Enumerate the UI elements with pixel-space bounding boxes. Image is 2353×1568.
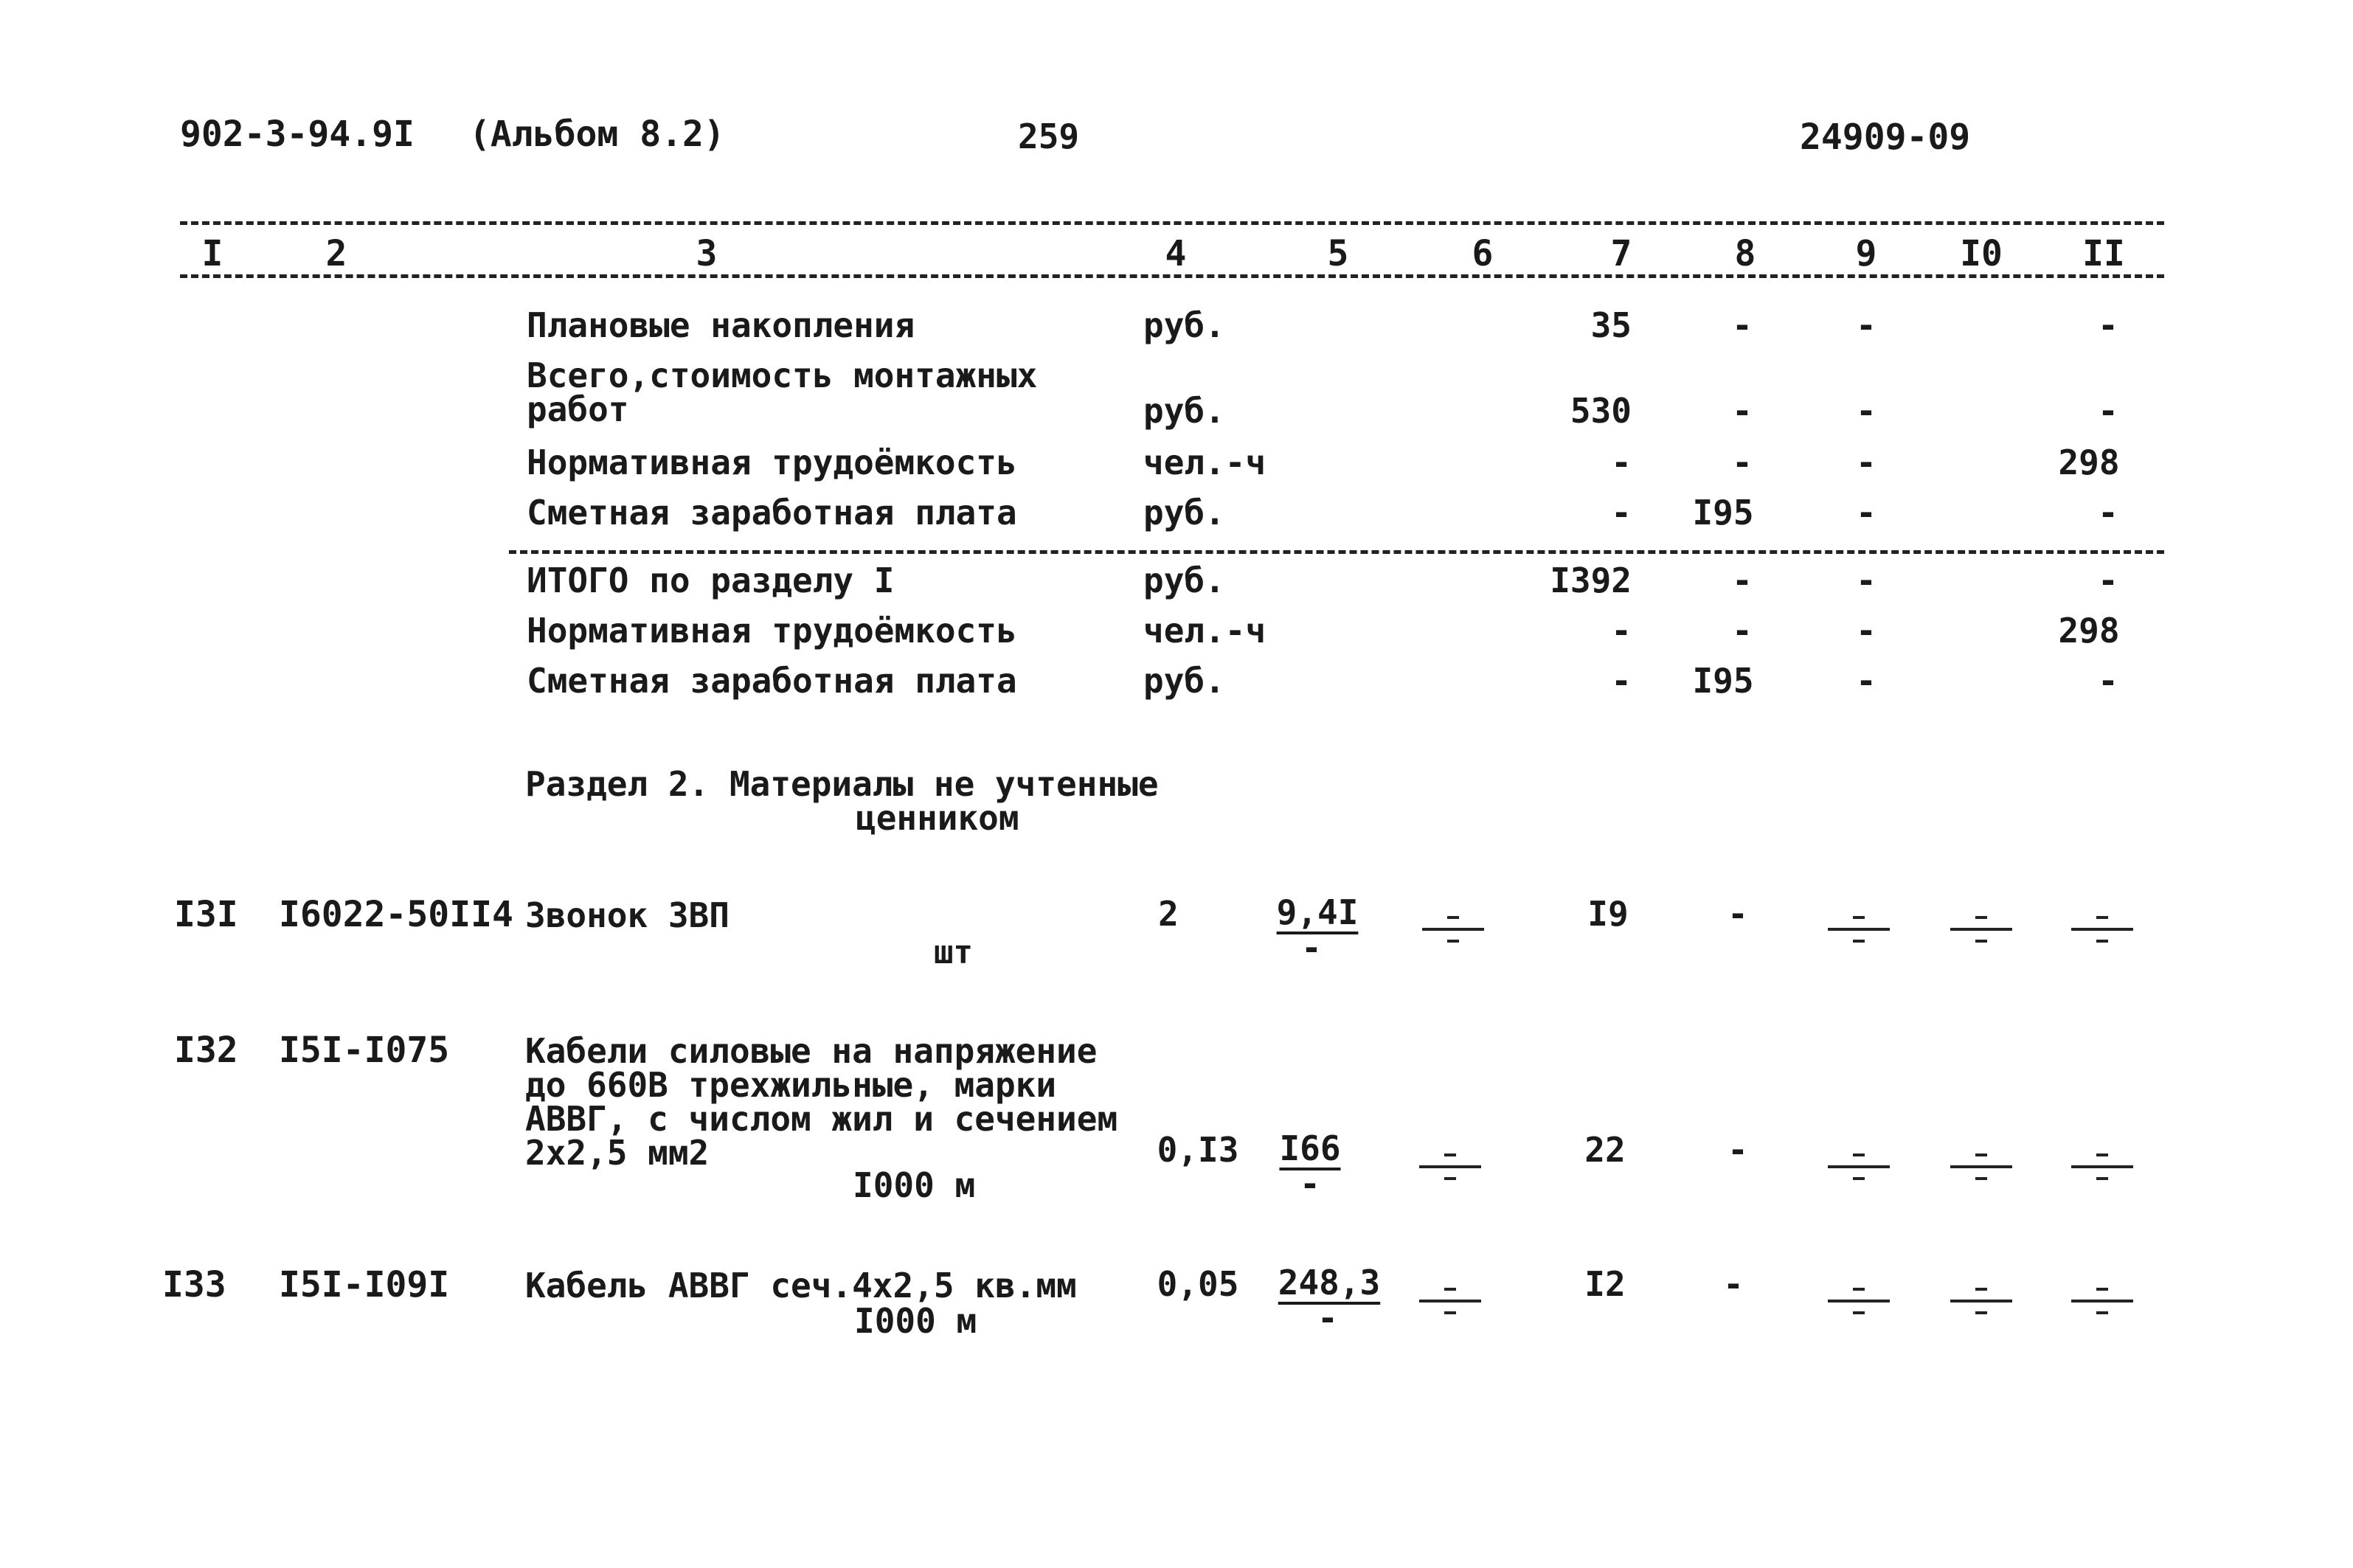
summary-name: Всего,стоимость монтажных работ (527, 355, 1038, 429)
summary-unit: руб. (1143, 493, 1225, 533)
total-col9: - (1856, 661, 1876, 701)
sheet-code: 24909-09 (1800, 117, 1971, 158)
column-header-4: 4 (1165, 233, 1187, 274)
fraction-dash-mark (1950, 1143, 2012, 1189)
summary-name: Плановые накопления (527, 305, 915, 345)
column-header-1: I (201, 233, 223, 274)
totals-divider (509, 550, 2164, 554)
total-col7: - (1611, 611, 1632, 651)
column-header-7: 7 (1610, 233, 1632, 274)
total-col7: I392 (1550, 561, 1632, 600)
column-header-2: 2 (325, 233, 347, 274)
item-unit-price: 9,4I (1276, 892, 1359, 932)
total-name: Сметная заработная плата (527, 661, 1017, 701)
total-col11: - (2098, 661, 2118, 701)
total-col11: 298 (2058, 611, 2120, 651)
item-col7: 22 (1584, 1130, 1626, 1170)
summary-col8: - (1732, 305, 1753, 345)
column-header-10: I0 (1960, 233, 2003, 274)
document-code: 902-3-94.9I (180, 114, 415, 155)
summary-name: Сметная заработная плата (527, 493, 1017, 533)
item-unit: шт (934, 934, 973, 971)
item-number: I32 (174, 1030, 238, 1071)
total-col8: - (1732, 611, 1753, 651)
section-2-title: Раздел 2. Материалы не учтенные (525, 764, 1159, 804)
column-header-3: 3 (696, 233, 718, 274)
summary-unit: чел.-ч (1143, 443, 1266, 482)
item-name-line: 2х2,5 мм2 (525, 1133, 710, 1173)
item-unit: I000 м (854, 1301, 977, 1341)
summary-col8: I95 (1692, 493, 1754, 533)
summary-unit: руб. (1143, 305, 1225, 345)
item-name: Кабель АВВГ сеч.4х2,5 кв.мм (525, 1266, 1077, 1305)
item-quantity: 2 (1158, 894, 1179, 934)
summary-col7: 35 (1590, 305, 1632, 345)
summary-col9: - (1856, 391, 1876, 431)
item-code: I5I-I075 (279, 1030, 450, 1071)
fraction-dash-mark (2071, 1143, 2133, 1189)
column-header-9: 9 (1855, 233, 1877, 274)
fraction-dash-mark (1419, 1143, 1481, 1189)
fraction-dash-mark (1828, 1143, 1890, 1189)
column-header-11: II (2082, 233, 2125, 274)
album-label: (Альбом 8.2) (469, 114, 725, 155)
item-price-sub: - (1300, 1164, 1320, 1204)
summary-col9: - (1856, 493, 1876, 533)
item-code: I5I-I09I (279, 1264, 450, 1305)
summary-col11: - (2098, 305, 2118, 345)
total-col8: I95 (1692, 661, 1754, 701)
section-2-title-cont: ценником (856, 798, 1019, 838)
column-header-6: 6 (1472, 233, 1494, 274)
item-code: I6022-50II4 (279, 894, 513, 935)
fraction-dash-mark (2071, 906, 2133, 951)
item-name-line: Кабели силовые на напряжение (525, 1031, 1098, 1071)
item-number: I33 (162, 1264, 226, 1305)
total-col7: - (1611, 661, 1632, 701)
total-col9: - (1856, 561, 1876, 600)
item-quantity: 0,I3 (1157, 1130, 1239, 1170)
total-col9: - (1856, 611, 1876, 651)
page-number: 259 (1018, 117, 1080, 156)
column-header-8: 8 (1734, 233, 1756, 274)
summary-col8: - (1732, 443, 1753, 482)
item-col7: I9 (1587, 894, 1629, 934)
column-header-5: 5 (1327, 233, 1349, 274)
item-price-sub: - (1301, 928, 1322, 968)
fraction-dash-mark (1950, 906, 2012, 951)
summary-col7: - (1611, 493, 1632, 533)
fraction-dash-mark (1828, 906, 1890, 951)
summary-col11: 298 (2058, 443, 2120, 482)
item-name: Звонок ЗВП (525, 895, 730, 935)
fraction-dash-mark (1828, 1277, 1890, 1323)
summary-col9: - (1856, 305, 1876, 345)
total-col11: - (2098, 561, 2118, 600)
header-rule-bottom (180, 274, 2164, 278)
total-name: ИТОГО по разделу I (527, 561, 895, 600)
fraction-dash-mark (1950, 1277, 2012, 1323)
fraction-dash-mark (1419, 1277, 1481, 1323)
total-col8: - (1732, 561, 1753, 600)
item-name-line: АВВГ, с числом жил и сечением (525, 1099, 1118, 1139)
item-col8: - (1723, 1264, 1744, 1304)
summary-col8: - (1732, 391, 1753, 431)
item-col7: I2 (1584, 1264, 1626, 1304)
total-unit: чел.-ч (1143, 611, 1266, 651)
summary-unit: руб. (1143, 391, 1225, 431)
item-quantity: 0,05 (1157, 1264, 1239, 1304)
item-col8: - (1728, 1130, 1748, 1170)
item-number: I3I (174, 894, 238, 935)
total-unit: руб. (1143, 561, 1225, 600)
header-rule-top (180, 221, 2164, 225)
item-unit-price: 248,3 (1278, 1263, 1381, 1302)
item-unit-price: I66 (1279, 1128, 1341, 1168)
fraction-dash-mark (2071, 1277, 2133, 1323)
summary-col7: - (1611, 443, 1632, 482)
fraction-dash-mark (1422, 906, 1484, 951)
summary-col11: - (2098, 493, 2118, 533)
summary-col11: - (2098, 391, 2118, 431)
summary-name: Нормативная трудоёмкость (527, 443, 1017, 482)
item-col8: - (1728, 894, 1748, 934)
item-price-sub: - (1317, 1298, 1338, 1338)
total-unit: руб. (1143, 661, 1225, 701)
item-unit: I000 м (853, 1165, 976, 1205)
summary-col9: - (1856, 443, 1876, 482)
total-name: Нормативная трудоёмкость (527, 611, 1017, 651)
item-name-line: до 660В трехжильные, марки (525, 1065, 1057, 1105)
summary-col7: 530 (1570, 391, 1632, 431)
